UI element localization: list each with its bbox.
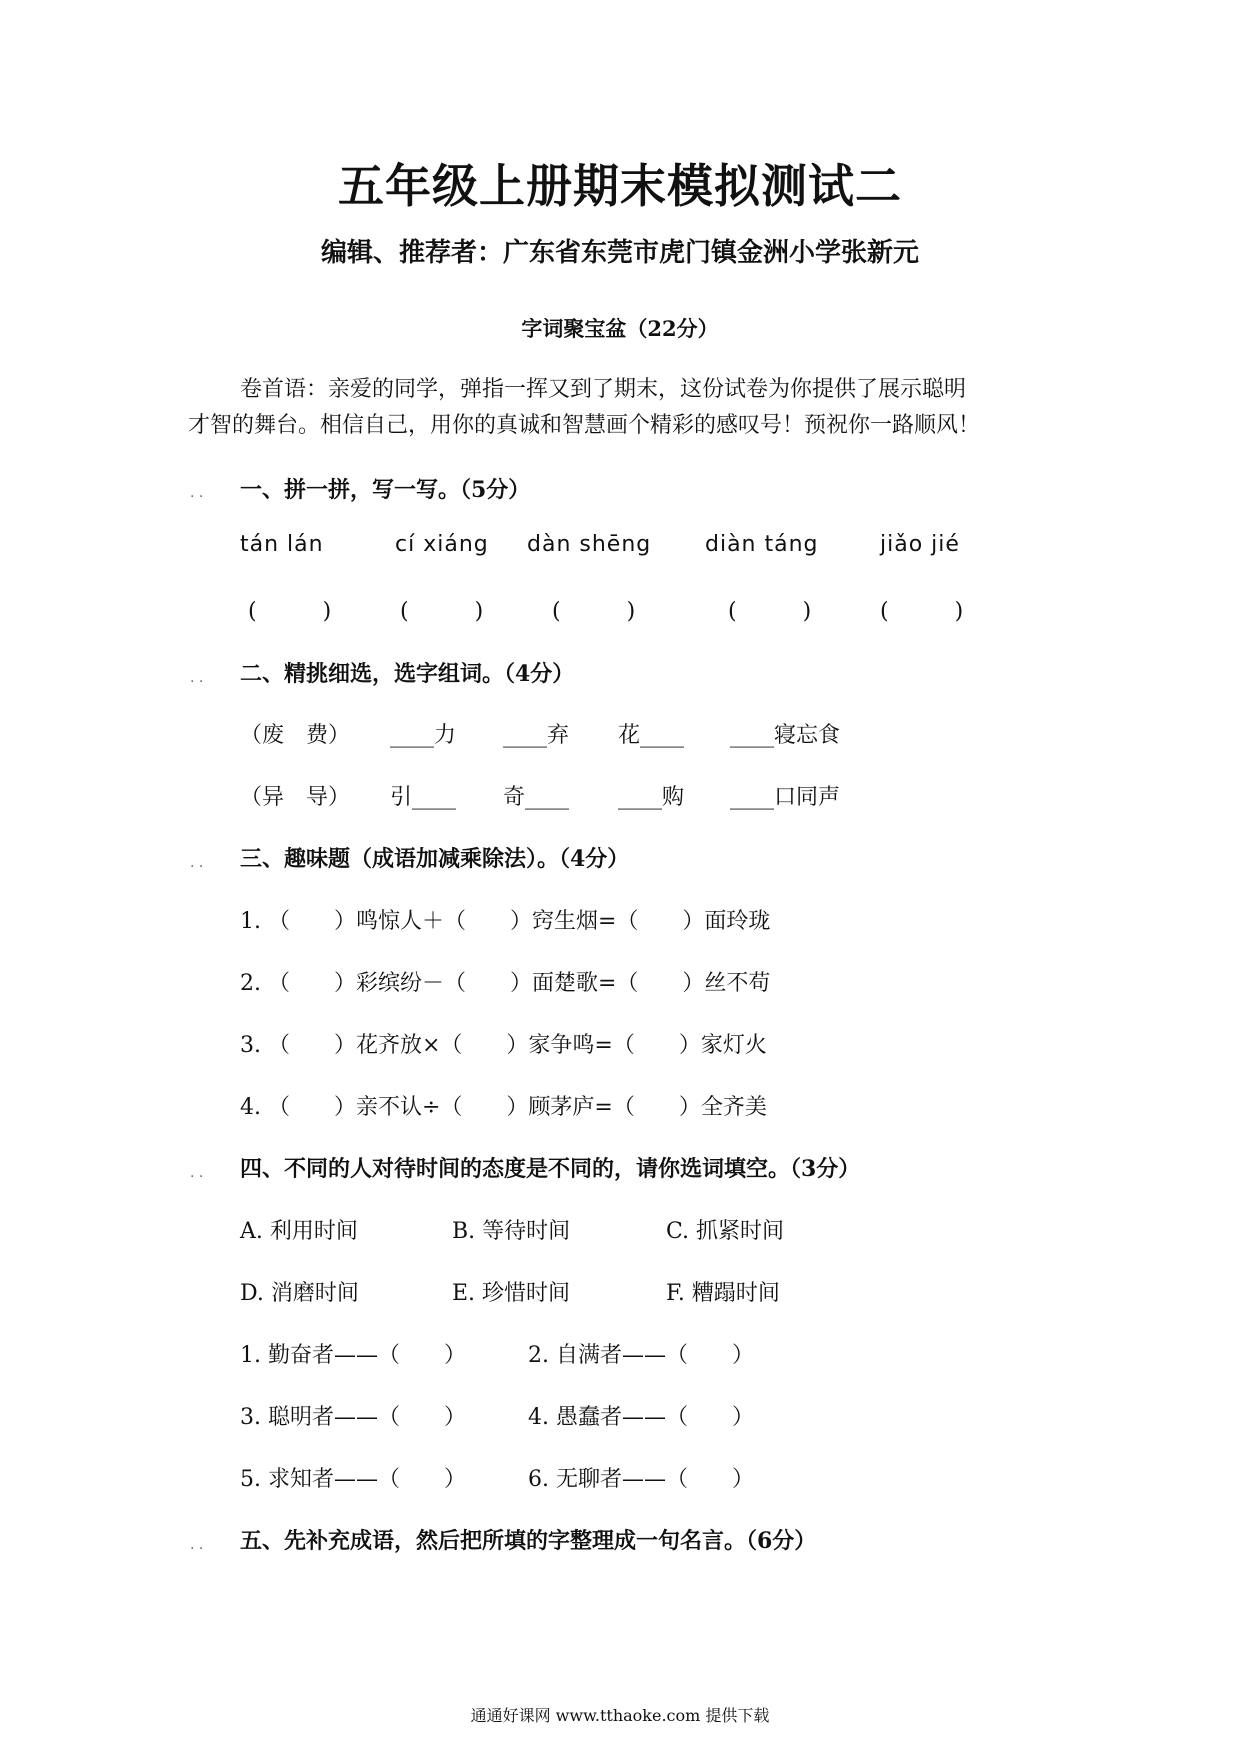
match-item-2[interactable]: 2. 自满者——（ ） xyxy=(528,1343,754,1368)
fill-blank[interactable]: ____购 xyxy=(618,785,685,810)
intro-line-2: 才智的舞台。相信自己，用你的真诚和智慧画个精彩的感叹号！预祝你一路顺风！ xyxy=(188,413,981,438)
pinyin-4: diàn táng xyxy=(705,532,819,557)
answer-blank-5[interactable]: ( ) xyxy=(880,599,964,624)
match-item-4[interactable]: 4. 愚蠢者——（ ） xyxy=(528,1405,754,1430)
option-d: D. 消磨时间 xyxy=(240,1281,359,1306)
option-f: F. 糟蹋时间 xyxy=(666,1281,780,1306)
question-1-title: 一、拼一拼，写一写。（5分） xyxy=(240,477,531,503)
answer-blank-4[interactable]: ( ) xyxy=(728,599,812,624)
fill-blank[interactable]: ____力 xyxy=(390,723,457,748)
question-5-title: 五、先补充成语，然后把所填的字整理成一句名言。（6分） xyxy=(240,1528,817,1554)
fill-blank[interactable]: ____口同声 xyxy=(730,785,841,810)
option-c: C. 抓紧时间 xyxy=(666,1219,785,1244)
option-b: B. 等待时间 xyxy=(452,1219,571,1244)
page-title: 五年级上册期末模拟测试二 xyxy=(338,159,902,213)
answer-blank-2[interactable]: ( ) xyxy=(400,599,484,624)
idiom-math-item-3[interactable]: 3. （ ）花齐放×（ ）家争鸣=（ ）家灯火 xyxy=(240,1033,767,1058)
pinyin-3: dàn shēng xyxy=(527,532,652,557)
idiom-math-item-2[interactable]: 2. （ ）彩缤纷－（ ）面楚歌=（ ）丝不苟 xyxy=(240,971,771,996)
choice-pair-1: （废 费） xyxy=(240,723,351,748)
match-item-6[interactable]: 6. 无聊者——（ ） xyxy=(528,1467,754,1492)
intro-line-1: 卷首语：亲爱的同学，弹指一挥又到了期末，这份试卷为你提供了展示聪明 xyxy=(240,377,967,402)
fill-blank[interactable]: 引____ xyxy=(390,785,457,810)
choice-pair-2: （异 导） xyxy=(240,785,351,810)
page-footer: 通通好课网 www.tthaoke.com 提供下载 xyxy=(470,1706,770,1725)
idiom-math-item-4[interactable]: 4. （ ）亲不认÷（ ）顾茅庐=（ ）全齐美 xyxy=(240,1095,767,1120)
fill-blank[interactable]: 花____ xyxy=(618,723,685,748)
margin-dots: . . xyxy=(190,670,204,686)
question-2-title: 二、精挑细选，选字组词。（4分） xyxy=(240,661,575,687)
pinyin-5: jiǎo jié xyxy=(880,532,960,557)
pinyin-2: cí xiáng xyxy=(395,532,489,557)
pinyin-1: tán lán xyxy=(240,532,324,557)
margin-dots: . . xyxy=(190,485,204,501)
question-3-title: 三、趣味题（成语加减乘除法）。（4分） xyxy=(240,846,630,872)
fill-blank[interactable]: 奇____ xyxy=(503,785,570,810)
fill-blank[interactable]: ____寝忘食 xyxy=(730,723,841,748)
match-item-3[interactable]: 3. 聪明者——（ ） xyxy=(240,1405,466,1430)
page-subtitle: 编辑、推荐者：广东省东莞市虎门镇金洲小学张新元 xyxy=(320,238,919,268)
margin-dots: . . xyxy=(190,1165,204,1181)
answer-blank-1[interactable]: ( ) xyxy=(248,599,332,624)
match-item-1[interactable]: 1. 勤奋者——（ ） xyxy=(240,1343,466,1368)
idiom-math-item-1[interactable]: 1. （ ）鸣惊人＋（ ）窍生烟=（ ）面玲珑 xyxy=(240,909,771,934)
fill-blank[interactable]: ____弃 xyxy=(503,723,570,748)
section-heading: 字词聚宝盆（22分） xyxy=(521,316,719,341)
option-a: A. 利用时间 xyxy=(240,1219,358,1244)
question-4-title: 四、不同的人对待时间的态度是不同的，请你选词填空。（3分） xyxy=(240,1156,861,1182)
answer-blank-3[interactable]: ( ) xyxy=(552,599,636,624)
option-e: E. 珍惜时间 xyxy=(452,1281,571,1306)
match-item-5[interactable]: 5. 求知者——（ ） xyxy=(240,1467,466,1492)
margin-dots: . . xyxy=(190,1537,204,1553)
margin-dots: . . xyxy=(190,855,204,871)
